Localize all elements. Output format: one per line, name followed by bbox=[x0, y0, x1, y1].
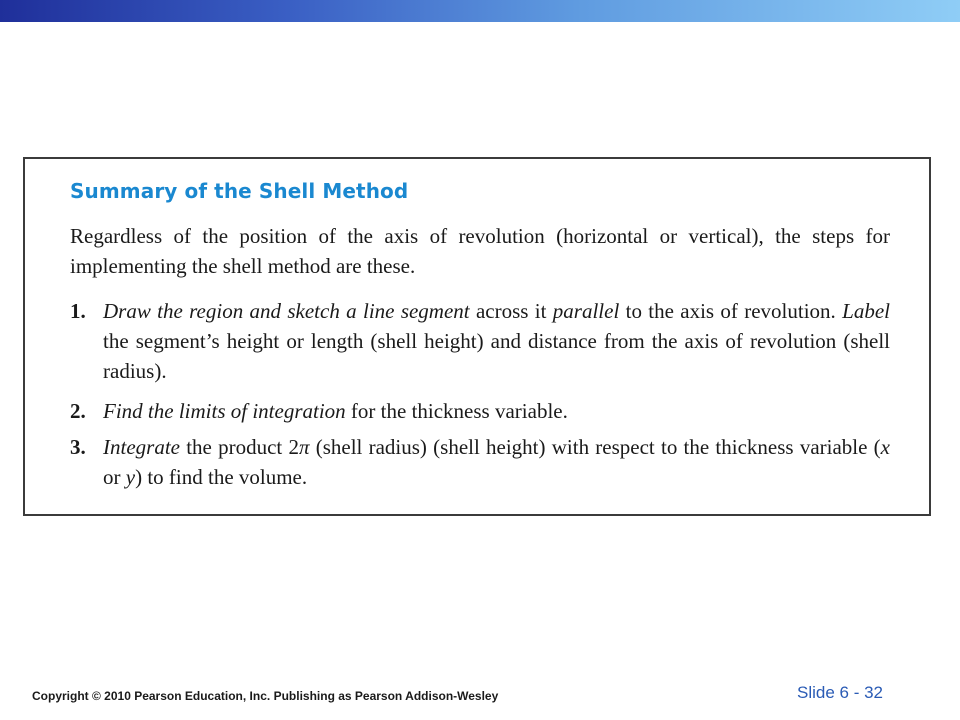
step-text-segment: Label bbox=[842, 299, 890, 323]
step-text bbox=[103, 396, 890, 426]
copyright-text: Copyright © 2010 Pearson Education, Inc. Publishing as Pearson Addison-Wesley bbox=[32, 689, 499, 703]
step-number: 1. bbox=[70, 299, 86, 323]
step-text-segment: (shell radius) (shell height) with respect to the thickness variable ( bbox=[309, 435, 881, 459]
step-text-segment: Find the limits of integration bbox=[103, 399, 346, 423]
step-number: 3. bbox=[70, 435, 86, 459]
step-text bbox=[103, 296, 890, 386]
step-text-segment: parallel bbox=[552, 299, 620, 323]
summary-box bbox=[23, 157, 931, 516]
step-text-segment: Draw the region and sketch a line segment bbox=[103, 299, 470, 323]
slide-number: Slide 6 - 32 bbox=[797, 683, 883, 702]
step-text-segment: π bbox=[298, 435, 310, 459]
step-text-segment: the product 2 bbox=[179, 435, 299, 459]
step-text-segment: or bbox=[103, 465, 126, 489]
summary-intro: Regardless of the position of the axis of revolution (horizontal or vertical), the steps for implementing the shell method are these. bbox=[70, 224, 890, 278]
summary-title: Summary of the Shell Method bbox=[70, 179, 409, 203]
step-text-segment: the segment’s height or length (shell height) and distance from the axis of revolution (shell radius). bbox=[103, 329, 890, 383]
step-text-segment: for the thickness variable. bbox=[345, 399, 568, 423]
header-gradient-bar bbox=[0, 0, 960, 22]
step-text-segment: ) to find the volume. bbox=[135, 465, 308, 489]
step-text bbox=[103, 432, 890, 492]
step-text-segment: x bbox=[880, 435, 890, 459]
step-3 bbox=[70, 432, 890, 492]
step-1 bbox=[70, 296, 890, 386]
step-text-segment: across it bbox=[469, 299, 553, 323]
step-2 bbox=[70, 396, 890, 426]
step-number: 2. bbox=[70, 399, 86, 423]
step-text-segment: to the axis of revolution. bbox=[619, 299, 843, 323]
step-text-segment: y bbox=[125, 465, 136, 489]
step-text-segment: Integrate bbox=[103, 435, 180, 459]
